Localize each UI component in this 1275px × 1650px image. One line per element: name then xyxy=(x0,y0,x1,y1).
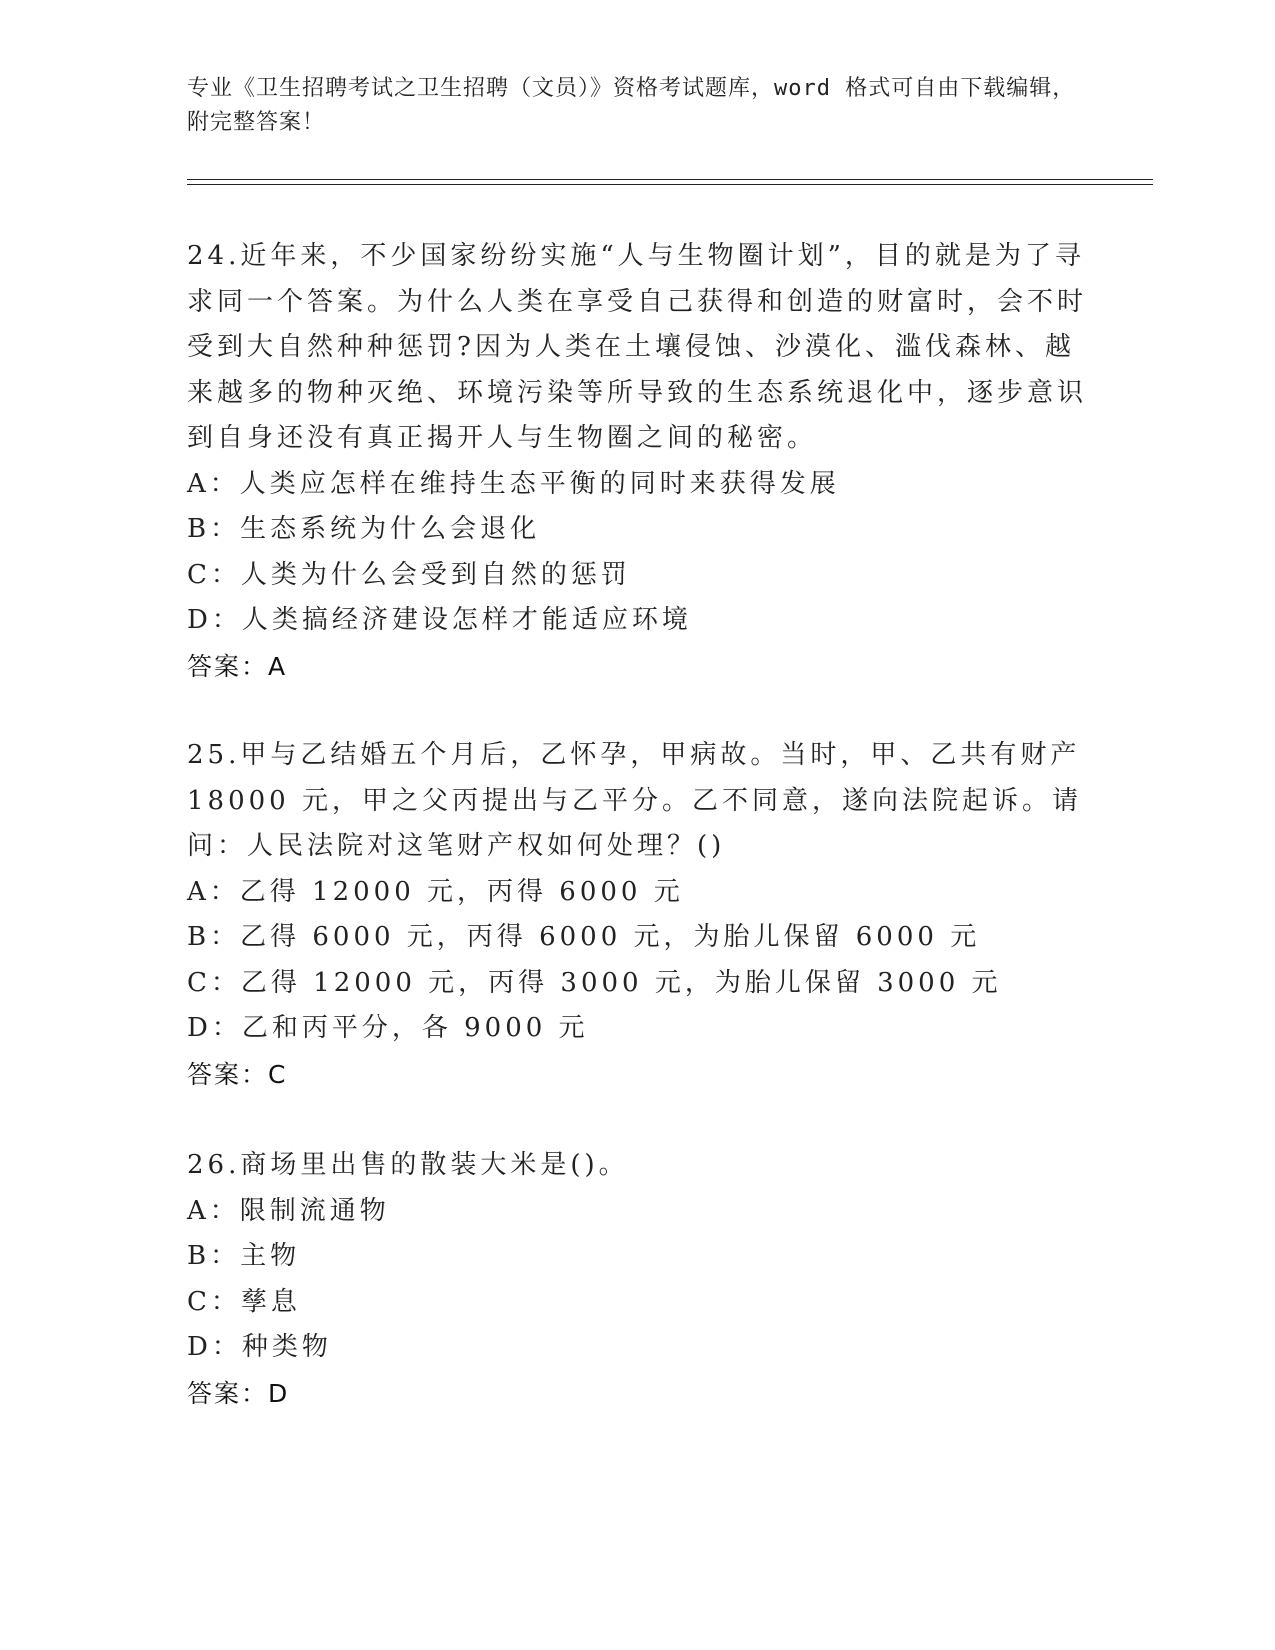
option-c: C：人类为什么会受到自然的惩罚 xyxy=(187,559,631,590)
document-header: 专业《卫生招聘考试之卫生招聘（文员）》资格考试题库，word 格式可自由下载编辑，附完整答案！ xyxy=(187,76,1076,135)
option-a: A：人类应怎样在维持生态平衡的同时来获得发展 xyxy=(187,468,840,499)
option-b: B：生态系统为什么会退化 xyxy=(187,514,541,544)
option-c: C：乙得 12000 元，丙得 3000 元，为胎儿保留 3000 元 xyxy=(187,967,1002,998)
option-a: A：限制流通物 xyxy=(187,1195,390,1226)
question-stem: 26.商场里出售的散装大米是()。 xyxy=(187,1150,629,1180)
answer-label: 答案：D xyxy=(187,1378,290,1408)
question-stem: 25.甲与乙结婚五个月后，乙怀孕，甲病故。当时，甲、乙共有财产18000 元，甲之父丙提出与乙平分。乙不同意，遂向法院起诉。请问：人民法院对这笔财产权如何处理？() xyxy=(187,740,1082,861)
option-d: D：乙和丙平分，各 9000 元 xyxy=(187,1013,589,1043)
option-b: B：主物 xyxy=(187,1241,301,1271)
answer-label: 答案：C xyxy=(187,1059,288,1089)
question-stem: 24.近年来，不少国家纷纷实施“人与生物圈计划”，目的就是为了寻求同一个答案。为什么人类在享受自己获得和创造的财富时，会不时受到大自然种种惩罚?因为人类在土壤侵蚀、沙漠化、滥伐森林、越来越多的物种灭绝、环境污染等所导致的生态系统退化中，逐步意识到自身还没有真正揭开人与生物圈之间的秘密。 xyxy=(187,241,1088,453)
question-25 xyxy=(187,733,1087,1097)
question-26 xyxy=(187,1143,1087,1416)
option-b: B：乙得 6000 元，丙得 6000 元，为胎儿保留 6000 元 xyxy=(187,922,981,952)
option-c: C：孳息 xyxy=(187,1286,301,1317)
question-24 xyxy=(187,234,1087,689)
header-divider-top xyxy=(187,179,1153,180)
option-d: D：种类物 xyxy=(187,1332,332,1362)
header-divider-bottom xyxy=(187,184,1153,185)
option-a: A：乙得 12000 元，丙得 6000 元 xyxy=(187,876,684,907)
answer-label: 答案：A xyxy=(187,651,288,681)
option-d: D：人类搞经济建设怎样才能适应环境 xyxy=(187,605,692,635)
